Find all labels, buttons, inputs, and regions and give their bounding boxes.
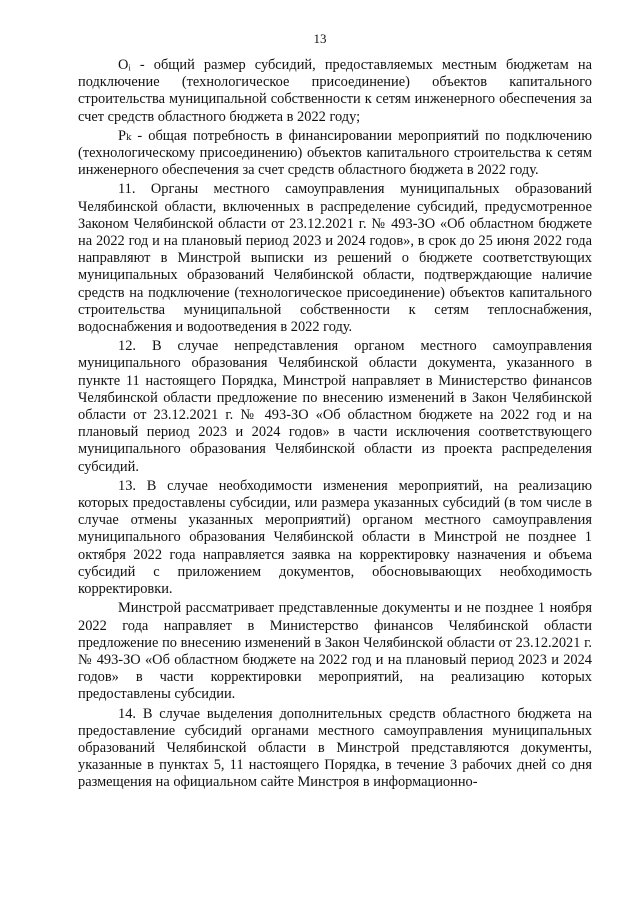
document-body <box>78 57 592 792</box>
paragraph-item-14: 14. В случае выделения дополнительных средств областного бюджета на предоставление субсидий органами местного самоуправления муниципальных образований Челябинской области в Минстрой представляются документы, указанные в пунктах 5, 11 настоящего Порядка, в течение 3 рабочих дней со дня размещения на официальном сайте Минстроя в информационно- <box>78 705 592 791</box>
paragraph-item-12: 12. В случае непредставления органом местного самоуправления муниципального образования Челябинской области документа, указанного в пункте 11 настоящего Порядка, Минстрой направляет в Министерство финансов Челябинской области предложение по внесению изменений в Закон Челябинской области от 23.12.2021 г. № 493-ЗО «Об областном бюджете на 2022 год и на плановый период 2023 и 2024 годов» в части исключения соответствующего муниципального образования Челябинской области из проекта распределения субсидий. <box>78 338 592 475</box>
paragraph-item-11: 11. Органы местного самоуправления муниципальных образований Челябинской области, включенных в распределение субсидий, предусмотренное Законом Челябинской области от 23.12.2021 г. № 493-ЗО «Об областном бюджете на 2022 год и на плановый период 2023 и 2024 годов», в срок до 25 июня 2022 года направляют в Минстрой выписки из решений о бюджете соответствующих муниципальных образований Челябинской области, подтверждающие наличие средств на подключение (технологическое присоединение) объектов капитального строительства муниципальной собственности к сетям теплоснабжения, водоснабжения и водоотведения в 2022 году. <box>78 181 592 336</box>
page-number: 13 <box>313 31 327 46</box>
paragraph-minstroy-review: Минстрой рассматривает представленные документы и не позднее 1 ноября 2022 года направляет в Министерство финансов Челябинской области предложение по внесению изменений в Закон Челябинской области от 23.12.2021 г. № 493-ЗО «Об областном бюджете на 2022 год и на плановый период 2023 и 2024 годов» в части корректировки мероприятий, на реализацию которых предоставлены субсидии. <box>78 600 592 703</box>
paragraph-pk-definition: Pₖ - общая потребность в финансировании мероприятий по подключению (технологическому присоединению) объектов капитального строительства к сетям инженерного обеспечения за счет средств областного бюджета в 2022 году. <box>78 127 592 179</box>
paragraph-item-13: 13. В случае необходимости изменения мероприятий, на реализацию которых предоставлены субсидии, или размера указанных субсидий (в том числе в случае отмены указанных мероприятий) органом местного самоуправления муниципального образования Челябинской области в Минстрой не позднее 1 октября 2022 года направляется заявка на корректировку назначения и объема субсидий с приложением документов, обосновывающих необходимость корректировки. <box>78 477 592 598</box>
paragraph-oi-definition: Oᵢ - общий размер субсидий, предоставляемых местным бюджетам на подключение (технологическое присоединение) объектов капитального строительства муниципальной собственности к сетям инженерного обеспечения за счет средств областного бюджета в 2022 году; <box>78 57 592 125</box>
